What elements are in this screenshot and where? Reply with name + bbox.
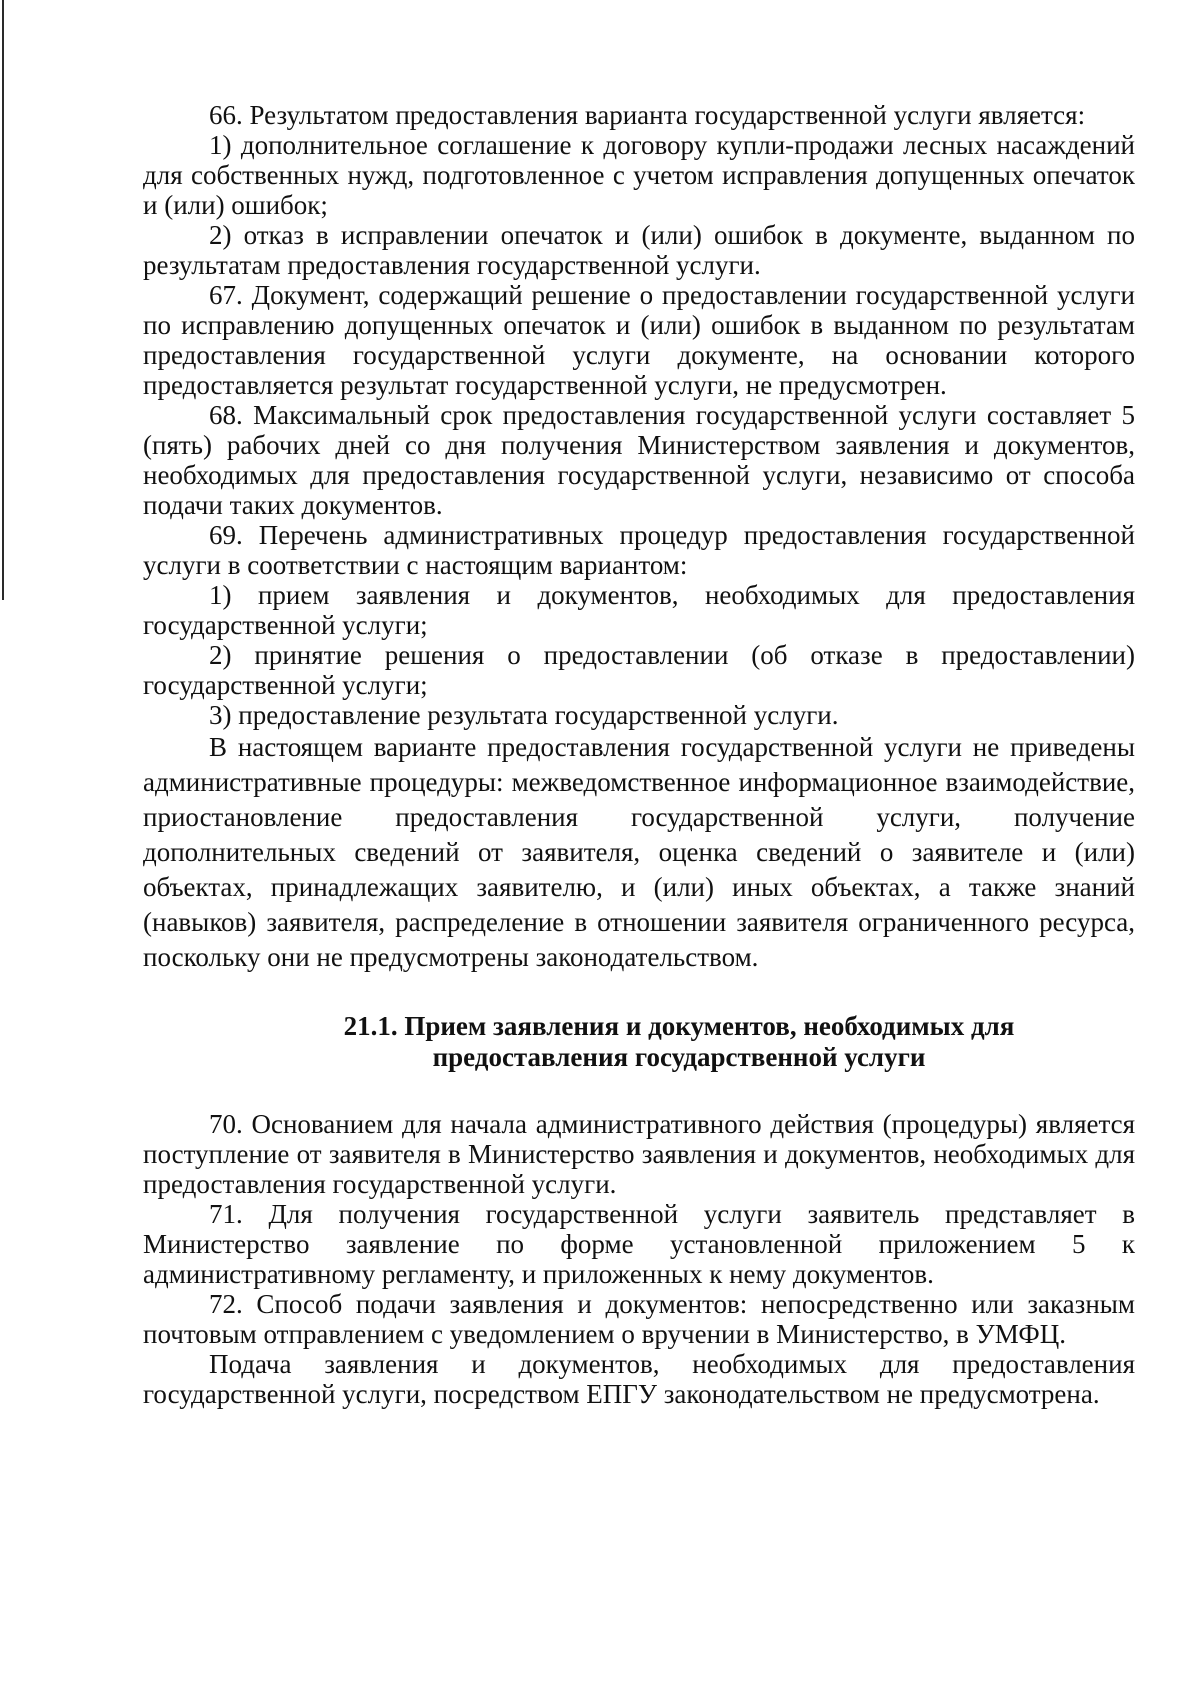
section-heading-line-1: 21.1. Прием заявления и документов, необходимых для: [343, 1011, 1015, 1041]
paragraph-68: 68. Максимальный срок предоставления государственной услуги составляет 5 (пять) рабочих дней со дня получения Министерством заявления и документов, необходимых для предоставления государственной услуги, независимо от способа подачи таких документов.: [143, 400, 1135, 520]
section-heading-line-2: предоставления государственной услуги: [432, 1042, 926, 1072]
paragraph-72: 72. Способ подачи заявления и документов: непосредственно или заказным почтовым отправлением с уведомлением о вручении в Министерство, в УМФЦ.: [143, 1289, 1135, 1349]
paragraph-66: 66. Результатом предоставления варианта государственной услуги является:: [209, 100, 1086, 130]
document-page: [143, 100, 1135, 1409]
section-heading-21-1: [143, 1011, 1135, 1073]
paragraph-69-item-3: 3) предоставление результата государственной услуги.: [209, 700, 839, 730]
paragraph-66-item-1: 1) дополнительное соглашение к договору купли-продажи лесных насаждений для собственных нужд, подготовленное с учетом исправления допущенных опечаток и (или) ошибок;: [143, 130, 1135, 220]
paragraph-67: 67. Документ, содержащий решение о предоставлении государственной услуги по исправлению допущенных опечаток и (или) ошибок в выданном по результатам предоставления государственной услуги документе, на основании которого предоставляется результат государственной услуги, не предусмотрен.: [143, 280, 1135, 400]
paragraph-omitted-procedures: В настоящем варианте предоставления государственной услуги не приведены административные процедуры: межведомственное информационное взаимодействие, приостановление предоставления государственной услуги, получение дополнительных сведений от заявителя, оценка сведений о заявителе и (или) объектах, принадлежащих заявителю, и (или) иных объектах, а также знаний (навыков) заявителя, распределение в отношении заявителя ограниченного ресурса, поскольку они не предусмотрены законодательством.: [143, 732, 1135, 972]
paragraph-submission-epgu: Подача заявления и документов, необходимых для предоставления государственной услуги, посредством ЕПГУ законодательством не предусмотрена.: [143, 1349, 1135, 1409]
paragraph-69: 69. Перечень административных процедур предоставления государственной услуги в соответствии с настоящим вариантом:: [143, 520, 1135, 580]
paragraph-69-item-1: 1) прием заявления и документов, необходимых для предоставления государственной услуги;: [143, 580, 1135, 640]
paragraph-70: 70. Основанием для начала административного действия (процедуры) является поступление от заявителя в Министерство заявления и документов, необходимых для предоставления государственной услуги.: [143, 1109, 1135, 1199]
paragraph-71: 71. Для получения государственной услуги заявитель представляет в Министерство заявление по форме установленной приложением 5 к административному регламенту, и приложенных к нему документов.: [143, 1199, 1135, 1289]
scan-edge-shadow: [2, 0, 4, 600]
paragraph-66-item-2: 2) отказ в исправлении опечаток и (или) ошибок в документе, выданном по результатам предоставления государственной услуги.: [143, 220, 1135, 280]
paragraph-69-item-2: 2) принятие решения о предоставлении (об отказе в предоставлении) государственной услуги;: [143, 640, 1135, 700]
